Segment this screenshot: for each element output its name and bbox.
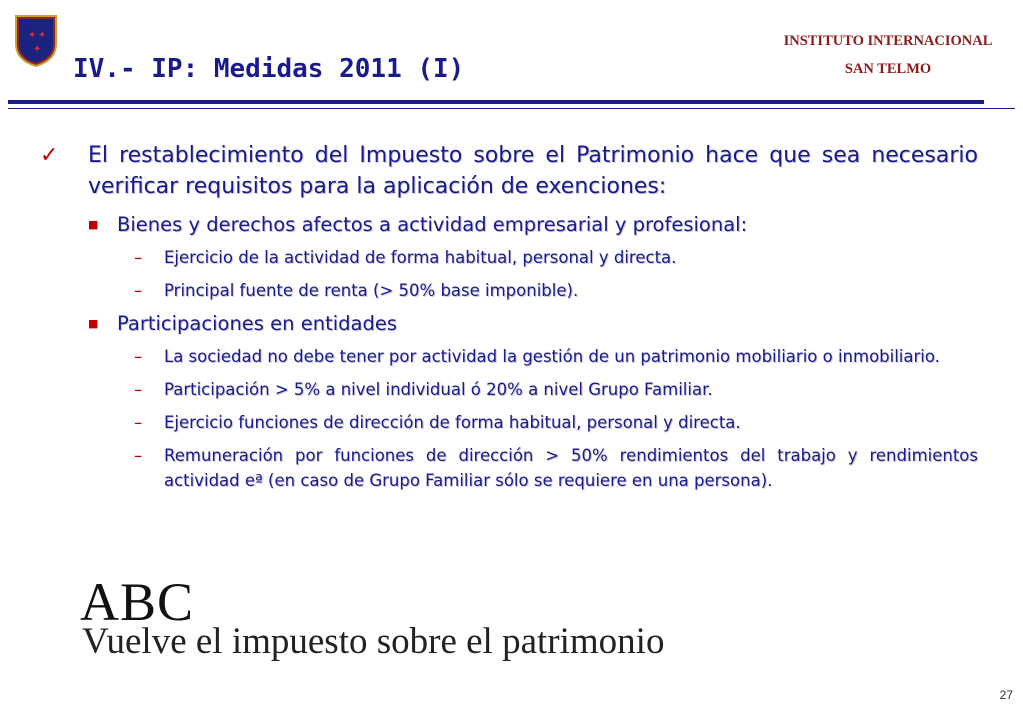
list-item-text: La sociedad no debe tener por actividad la gestión de un patrimonio mobiliario o inmobiliario.	[164, 347, 940, 366]
institute-line-1: INSTITUTO INTERNACIONAL	[783, 33, 993, 49]
list-item	[134, 410, 978, 435]
square-bullet-icon: ■	[88, 317, 99, 330]
crest-logo	[14, 14, 58, 68]
list-item-text: Participación > 5% a nivel individual ó 20% a nivel Grupo Familiar.	[164, 380, 713, 399]
page-number: 27	[999, 688, 1013, 702]
list-item-text: Remuneración por funciones de dirección > 50% rendimientos del trabajo y rendimientos actividad eª (en caso de Grupo Familiar sólo se requiere en una persona).	[164, 446, 978, 490]
svg-text:✦: ✦	[28, 30, 37, 41]
svg-text:✦: ✦	[33, 44, 42, 55]
list-item	[134, 278, 978, 303]
abc-newspaper-logo: ABC	[80, 572, 195, 632]
header-rule-thin	[8, 108, 1015, 109]
institute-name	[763, 27, 1013, 83]
list-item	[134, 245, 978, 270]
section-heading-text: Participaciones en entidades	[117, 312, 397, 335]
main-point-text: El restablecimiento del Impuesto sobre el Patrimonio hace que sea necesario verificar requisitos para la aplicación de exenciones:	[88, 143, 978, 199]
section-heading-text: Bienes y derechos afectos a actividad empresarial y profesional:	[117, 213, 748, 236]
header-rule-thick	[8, 100, 984, 104]
svg-text:✦: ✦	[38, 30, 47, 41]
dash-bullet-icon: –	[134, 281, 143, 300]
section-heading	[88, 212, 978, 238]
check-icon: ✓	[40, 143, 59, 168]
dash-bullet-icon: –	[134, 347, 143, 366]
dash-bullet-icon: –	[134, 446, 143, 465]
dash-bullet-icon: –	[134, 413, 143, 432]
square-bullet-icon: ■	[88, 218, 99, 231]
slide-content	[40, 140, 978, 501]
dash-bullet-icon: –	[134, 248, 143, 267]
section-heading	[88, 311, 978, 337]
main-point	[40, 140, 978, 202]
slide-title: IV.- IP: Medidas 2011 (I)	[73, 54, 465, 84]
institute-line-2: SAN TELMO	[844, 61, 932, 77]
list-item	[134, 344, 978, 369]
dash-bullet-icon: –	[134, 380, 143, 399]
list-item-text: Ejercicio de la actividad de forma habitual, personal y directa.	[164, 248, 677, 267]
list-item	[134, 377, 978, 402]
list-item	[134, 443, 978, 493]
list-item-text: Ejercicio funciones de dirección de forma habitual, personal y directa.	[164, 413, 741, 432]
list-item-text: Principal fuente de renta (> 50% base imponible).	[164, 281, 579, 300]
newspaper-headline: Vuelve el impuesto sobre el patrimonio	[82, 621, 665, 662]
